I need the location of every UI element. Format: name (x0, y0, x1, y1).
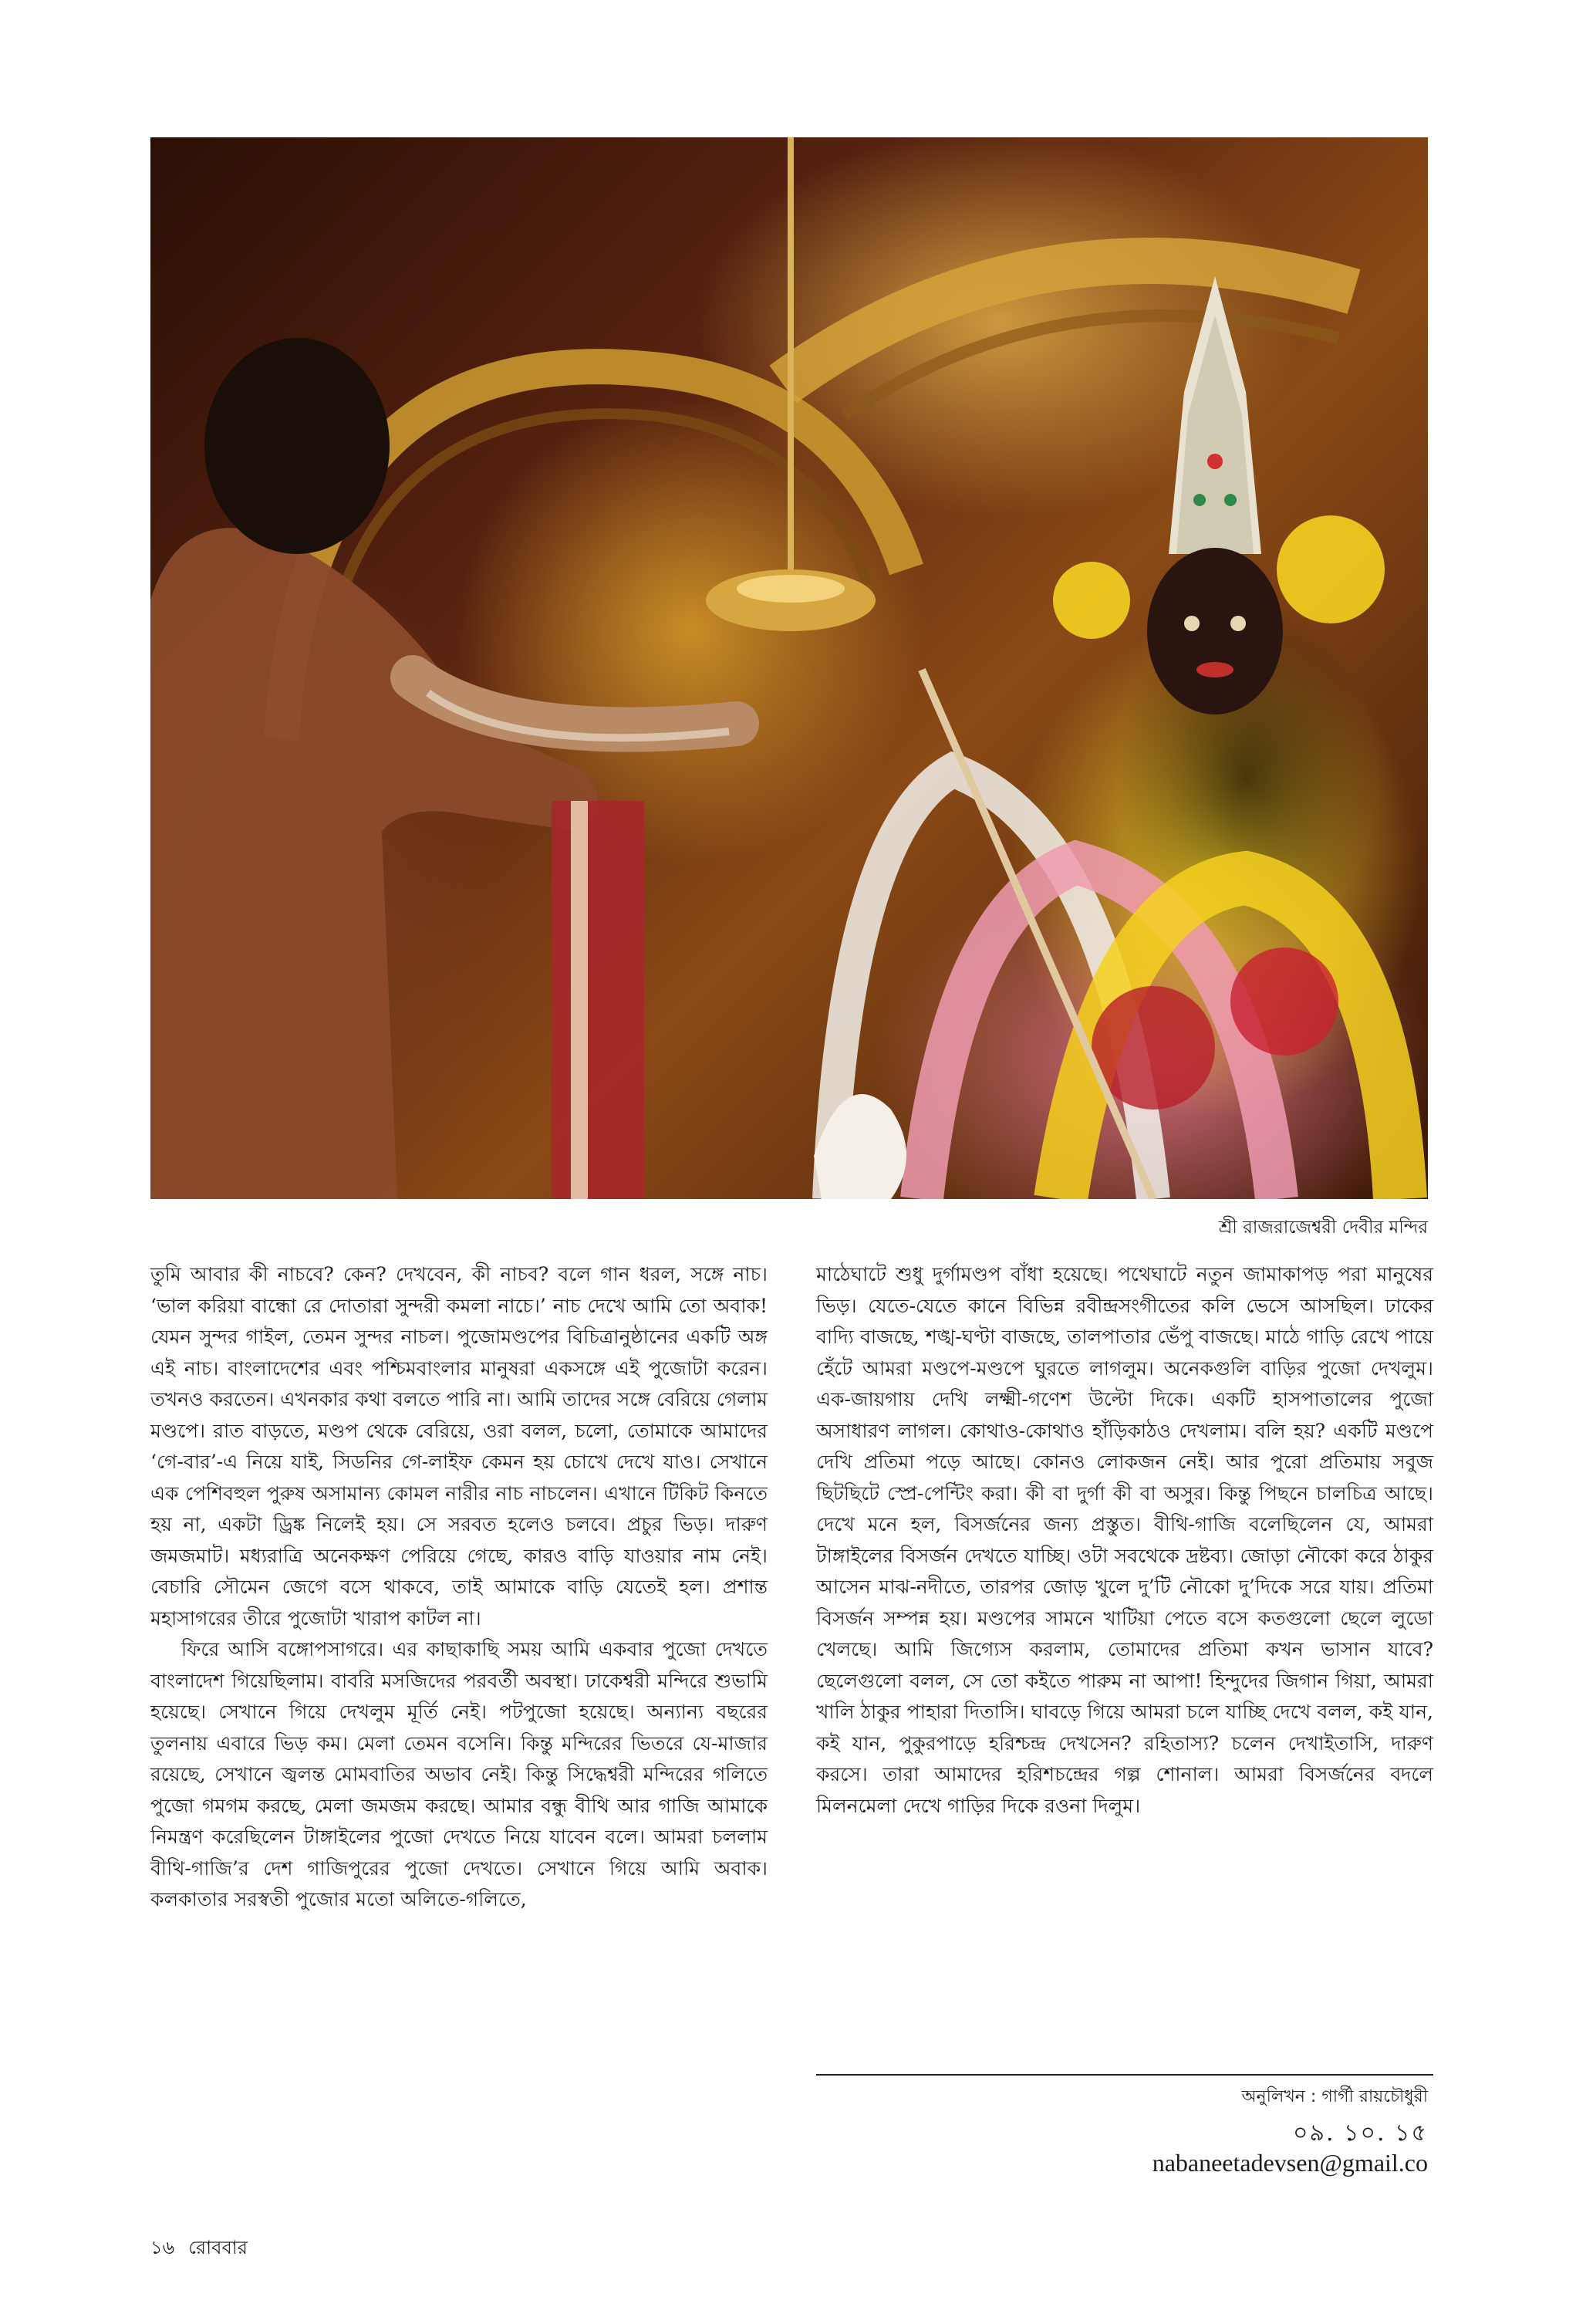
transcription-credit: অনুলিখন : গার্গী রায়চৌধুরী (1241, 2087, 1428, 2106)
article-date: ০৯. ১০. ১৫ (1292, 2120, 1428, 2147)
section-name: রোববার (188, 2237, 248, 2258)
photo-caption: শ্রী রাজরাজেশ্বরী দেবীর মন্দির (1218, 1218, 1428, 1238)
paragraph: ফিরে আসি বঙ্গোপসাগরে। এর কাছাকাছি সময় আমি একবার পুজো দেখতে বাংলাদেশ গিয়েছিলাম। বাবরি মসজিদের পরবর্তী অবস্থা। ঢাকেশ্বরী মন্দিরে শুভামি হয়েছে। সেখানে গিয়ে দেখলুম মূর্তি নেই। পটপুজো হয়েছে। অন্যান্য বছরের তুলনায় এবারে ভিড় কম। মেলা তেমন বসেনি। কিন্তু মন্দিরের ভিতরে যে-মাজার রয়েছে, সেখানে জ্বলন্ত মোমবাতির অভাব নেই। কিন্তু সিদ্ধেশ্বরী মন্দিরের গলিতে পুজো গমগম করছে, মেলা জমজম করছে। আমার বন্ধু বীথি আর গাজি আমাকে নিমন্ত্রণ করেছিলেন টাঙ্গাইলের পুজো দেখতে নিয়ে যাবেন বলে। আমরা চললাম বীথি-গাজি’র দেশ গাজিপুরের পুজো দেখতে। সেখানে গিয়ে আমি অবাক। কলকাতার সরস্বতী পুজোর মতো অলিতে-গলিতে, (150, 1638, 768, 1910)
article-column-left (150, 1259, 768, 1916)
article-column-right (816, 1259, 1433, 1822)
paragraph: তুমি আবার কী নাচবে? কেন? দেখবেন, কী নাচব? বলে গান ধরল, সঙ্গে নাচ। ‘ভাল করিয়া বান্ধো রে দোতারা সুন্দরী কমলা নাচে।’ নাচ দেখে আমি তো অবাক! যেমন সুন্দর গাইল, তেমন সুন্দর নাচল। পুজোমণ্ডপের বিচিত্রানুষ্ঠানের একটি অঙ্গ এই নাচ। বাংলাদেশের এবং পশ্চিমবাংলার মানুষরা একসঙ্গে এই পুজোটা করেন। তখনও করতেন। এখনকার কথা বলতে পারি না। আমি তাদের সঙ্গে বেরিয়ে গেলাম মণ্ডপে। রাত বাড়তে, মণ্ডপ থেকে বেরিয়ে, ওরা বলল, চলো, তোমাকে আমাদের ‘গে-বার’-এ নিয়ে যাই, সিডনির গে-লাইফ কেমন হয় চোখে দেখে যাও। সেখানে এক পেশিবহুল পুরুষ অসামান্য কোমল নারীর নাচ নাচলেন। এখানে টিকিট কিনতে হয় না, একটা ড্রিঙ্ক নিলেই হয়। সে সরবত হলেও চলবে। প্রচুর ভিড়। দারুণ জমজমাট। মধ্যরাত্রি অনেকক্ষণ পেরিয়ে গেছে, কারও বাড়ি যাওয়ার নাম নেই। বেচারি সৌমেন জেগে বসে থাকবে, তাই আমাকে বাড়ি যেতেই হল। প্রশান্ত মহাসাগরের তীরে পুজোটা খারাপ কাটল না। (150, 1263, 768, 1630)
footer-rule (816, 2074, 1433, 2076)
temple-photo (150, 137, 1428, 1199)
author-email[interactable]: nabaneetadevsen@gmail.co (1152, 2149, 1428, 2177)
page-folio (150, 2234, 248, 2265)
paragraph: মাঠেঘাটে শুধু দুর্গামণ্ডপ বাঁধা হয়েছে। পথেঘাটে নতুন জামাকাপড় পরা মানুষের ভিড়। যেতে-যেতে কানে বিভিন্ন রবীন্দ্রসংগীতের কলি ভেসে আসছিল। ঢাকের বাদ্যি বাজছে, শঙ্খ-ঘণ্টা বাজছে, তালপাতার ভেঁপু বাজছে। মাঠে গাড়ি রেখে পায়ে হেঁটে আমরা মণ্ডপে-মণ্ডপে ঘুরতে লাগলুম। অনেকগুলি বাড়ির পুজো দেখলুম। এক-জায়গায় দেখি লক্ষ্মী-গণেশ উল্টো দিকে। একটি হাসপাতালের পুজো অসাধারণ লাগল। কোথাও-কোথাও হাঁড়িকাঠও দেখলাম। বলি হয়? একটি মণ্ডপে দেখি প্রতিমা পড়ে আছে। কোনও লোকজন নেই। আর পুরো প্রতিমায় সবুজ ছিটছিটে স্প্রে-পেন্টিং করা। কী বা দুর্গা কী বা অসুর। কিন্তু পিছনে চালচিত্র আছে। দেখে মনে হল, বিসর্জনের জন্য প্রস্তুত। বীথি-গাজি বলেছিলেন যে, আমরা টাঙ্গাইলের বিসর্জন দেখতে যাচ্ছি। ওটা সবথেকে দ্রষ্টব্য। জোড়া নৌকো করে ঠাকুর আসেন মাঝ-নদীতে, তারপর জোড় খুলে দু’টি নৌকো দু’দিকে সরে যায়। প্রতিমা বিসর্জন সম্পন্ন হয়। মণ্ডপের সামনে খাটিয়া পেতে বসে কতগুলো ছেলে লুডো খেলছে। আমি জিগ্যেস করলাম, তোমাদের প্রতিমা কখন ভাসান যাবে? ছেলেগুলো বলল, সে তো কইতে পারুম না আপা! হিন্দুদের জিগান গিয়া, আমরা খালি ঠাকুর পাহারা দিতাসি। ঘাবড়ে গিয়ে আমরা চলে যাচ্ছি দেখে বলল, কই যান, কই যান, পুকুরপাড়ে হরিশ্চন্দ্র দেখসেন? রহিতাস্য? চলেন দেখাইতাসি, দারুণ করসে। তারা আমাদের হরিশচন্দ্রের গল্প শোনাল। আমরা বিসর্জনের বদলে মিলনমেলা দেখে গাড়ির দিকে রওনা দিলুম। (816, 1263, 1433, 1817)
page-number: ১৬ (150, 2237, 175, 2258)
temple-idol-photo-icon (150, 137, 1428, 1199)
